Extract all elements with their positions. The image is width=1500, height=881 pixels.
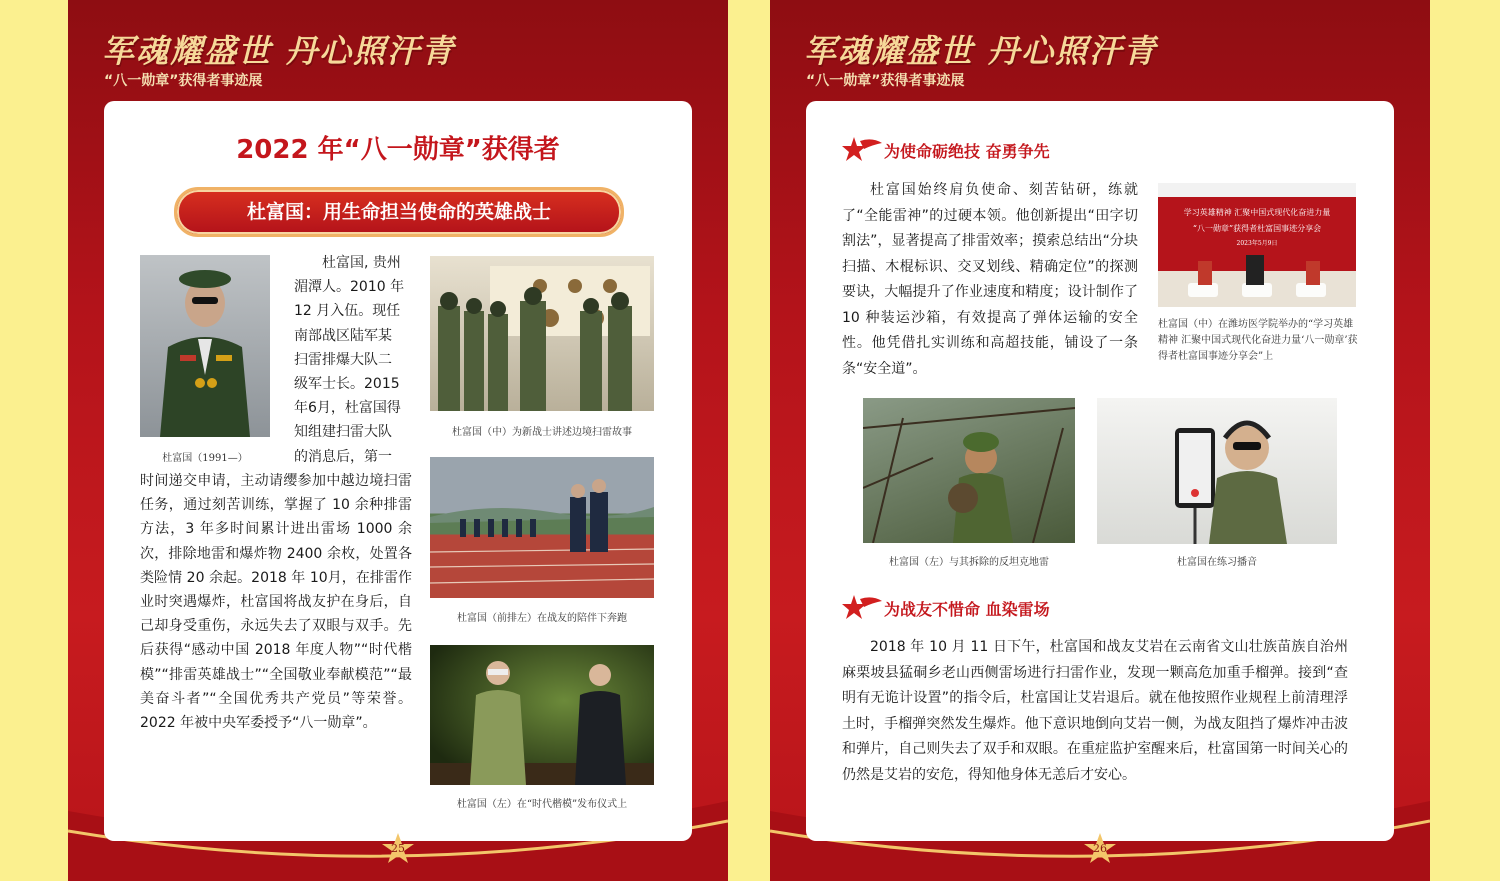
photo-stage-ceremony xyxy=(430,645,654,785)
bio-line: 湄潭人。2010 年 xyxy=(294,279,405,296)
red-star-flag-icon xyxy=(842,593,882,623)
photo1-caption: 杜富国（中）为新战士讲述边境扫雷故事 xyxy=(452,427,632,438)
screen-text-line2: “八一勋章”获得者杜富国事迹分享会 xyxy=(1192,224,1322,233)
bio-text-narrow xyxy=(294,251,414,469)
section1-title: 为使命砺绝技 奋勇争先 xyxy=(884,141,1050,161)
page-heading: 2022 年“八一勋章”获得者 xyxy=(236,135,560,165)
page-number xyxy=(380,831,416,867)
section1-text: 杜富国始终肩负使命、刻苦钻研，练就了“全能雷神”的过硬本领。他创新提出“田字切割法”，显著提高了排雷效率；摸索总结出“分块扫描、木棍标识、交叉划线、精确定位”的探测要诀，大幅提升了作业速度和精度；设计制作了 10 种装运沙箱，有效提高了弹体运输的安全性。他凭借扎实训练和高超技能，铺设了一条条“安全道”。 xyxy=(842,182,1138,377)
banner-title: 军魂耀盛世 丹心照汗青 xyxy=(804,32,1158,70)
section2-header xyxy=(842,593,1050,623)
hero-title-pill: 杜富国：用生命担当使命的英雄战士 xyxy=(174,187,624,237)
section1-header xyxy=(842,135,1050,165)
portrait-photo xyxy=(140,255,270,437)
screen-text-date: 2023年5月9日 xyxy=(1236,240,1278,247)
photo-conference-stage xyxy=(1158,183,1356,307)
page-number xyxy=(1082,831,1118,867)
bio-line: 南部战区陆军某 xyxy=(294,327,392,344)
page-number-text: 25 xyxy=(391,842,405,855)
minefield-photo-caption: 杜富国（左）与其拆除的反坦克地雷 xyxy=(889,557,1049,568)
conference-photo-caption: 杜富国（中）在潍坊医学院举办的“学习英雄精神 汇聚中国式现代化奋进力量‘八一勋章’获得者杜富国事迹分享会”上 xyxy=(1158,319,1358,362)
banner-title: 军魂耀盛世 丹心照汗青 xyxy=(102,32,456,70)
bio-line: 12 月入伍。现任 xyxy=(294,303,401,320)
portrait-caption: 杜富国（1991—） xyxy=(162,453,248,464)
right-page xyxy=(770,0,1430,881)
bio-line: 杜富国, 贵州 xyxy=(322,255,401,271)
photo-soldiers-exhibit xyxy=(430,256,654,411)
screen-text-line1: 学习英雄精神 汇聚中国式现代化奋进力量 xyxy=(1183,208,1331,217)
content-card xyxy=(806,101,1394,841)
bio-line: 知组建扫雷大队 xyxy=(294,424,392,441)
banner-subtitle: “八一勋章”获得者事迹展 xyxy=(806,73,965,89)
broadcasting-photo-caption: 杜富国在练习播音 xyxy=(1177,557,1257,568)
red-star-flag-icon xyxy=(842,135,882,165)
photo-running-track xyxy=(430,457,654,598)
bio-text-wide: 时间递交申请，主动请缨参加中越边境扫雷任务，通过刻苦训练，掌握了 10 余种排雷方法，3 年多时间累计进出雷场 1000 余次，排除地雷和爆炸物 2400 余枚，处置各类险情 20 余起。2018 年 10月，在排雷作业时突遇爆炸，杜富国将战友护在身后，自己却身受重伤，永远失去了双眼与双手。先后获得“感动中国 2018 年度人物”“时代楷模”“排雷英雄战士”“全国敬业奉献模范”“最美奋斗者”“全国优秀共产党员”等荣誉。2022 年被中央军委授予“八一勋章”。 xyxy=(140,473,412,732)
content-card xyxy=(104,101,692,841)
photo-minefield xyxy=(863,398,1075,543)
page-number-text: 26 xyxy=(1093,842,1107,855)
photo-broadcasting xyxy=(1097,398,1337,544)
bio-line: 级军士长。2015 xyxy=(294,376,400,393)
bio-line: 的消息后，第一 xyxy=(294,448,392,465)
banner-subtitle: “八一勋章”获得者事迹展 xyxy=(104,73,263,89)
bio-line: 扫雷排爆大队二 xyxy=(294,351,392,368)
section2-text: 2018 年 10 月 11 日下午，杜富国和战友艾岩在云南省文山壮族苗族自治州麻栗坡县猛硐乡老山西侧雷场进行扫雷作业，发现一颗高危加重手榴弹。接到“查明有无诡计设置”的指令后，杜富国让艾岩退后。就在他按照作业规程上前清理浮土时，手榴弹突然发生爆炸。他下意识地倒向艾岩一侧，为战友阻挡了爆炸冲击波和弹片，自己则失去了双手和双眼。在重症监护室醒来后，杜富国第一时间关心的仍然是艾岩的安危，得知他身体无恙后才安心。 xyxy=(842,639,1348,783)
photo2-caption: 杜富国（前排左）在战友的陪伴下奔跑 xyxy=(457,613,627,624)
photo3-caption: 杜富国（左）在“时代楷模”发布仪式上 xyxy=(456,799,628,810)
left-page xyxy=(68,0,728,881)
bio-line: 年6月，杜富国得 xyxy=(294,400,401,417)
section2-title: 为战友不惜命 血染雷场 xyxy=(884,599,1050,619)
